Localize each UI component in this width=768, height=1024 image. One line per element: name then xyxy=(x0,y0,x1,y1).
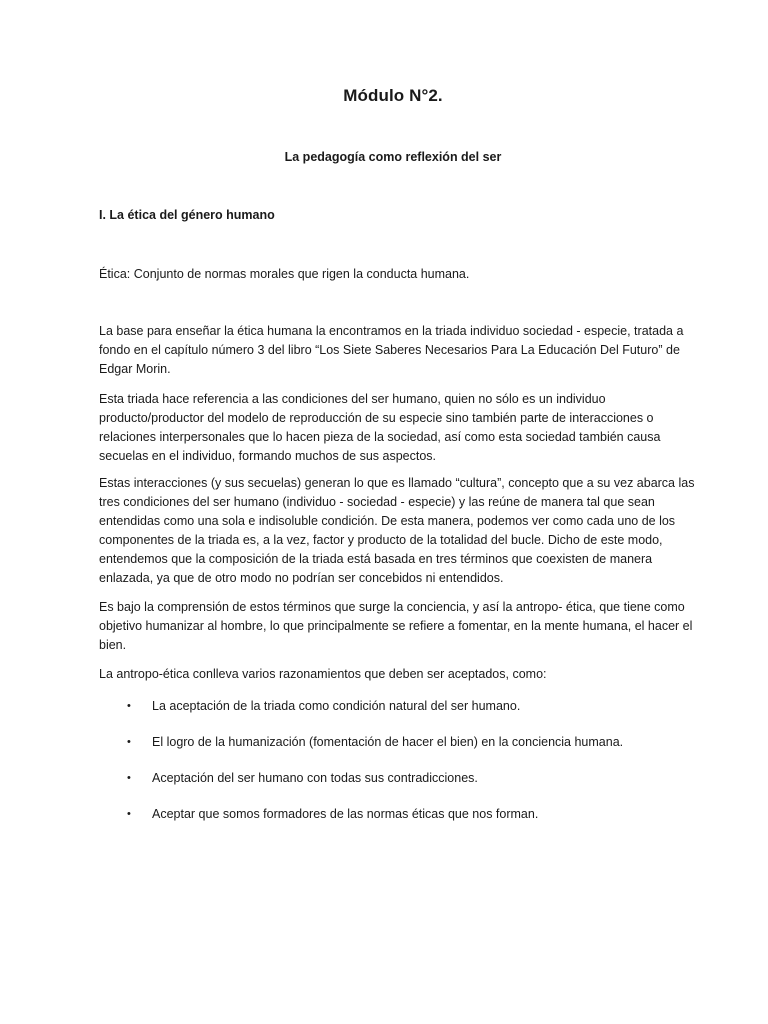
bullet-icon: • xyxy=(127,772,131,784)
definition-paragraph: Ética: Conjunto de normas morales que rigen la conducta humana. xyxy=(99,267,470,281)
bullet-icon: • xyxy=(127,736,131,748)
document-title: Módulo N°2. xyxy=(343,86,443,105)
bullet-list xyxy=(127,697,707,841)
list-item xyxy=(127,733,707,769)
list-item xyxy=(127,697,707,733)
bullet-icon: • xyxy=(127,700,131,712)
list-item-text: La aceptación de la triada como condición natural del ser humano. xyxy=(152,699,521,713)
paragraph-1: La base para enseñar la ética humana la encontramos en la triada individuo sociedad - especie, tratada a fondo en el capítulo número 3 del libro “Los Siete Saberes Necesarios Para La Educación Del Futuro” de Edgar Morin. xyxy=(99,324,684,376)
paragraph-5: La antropo-ética conlleva varios razonamientos que deben ser aceptados, como: xyxy=(99,667,547,681)
paragraph-2: Esta triada hace referencia a las condiciones del ser humano, quien no sólo es un individuo producto/productor del modelo de reproducción de su especie sino también parte de interacciones o relaciones interpersonales que lo hacen pieza de la sociedad, así como esta sociedad también causa secuelas en el individuo, formando muchos de sus aspectos. xyxy=(99,392,661,463)
section-heading: I. La ética del género humano xyxy=(99,208,275,222)
list-item xyxy=(127,805,707,841)
bullet-icon: • xyxy=(127,808,131,820)
list-item xyxy=(127,769,707,805)
list-item-text: El logro de la humanización (fomentación de hacer el bien) en la conciencia humana. xyxy=(152,735,624,749)
paragraph-3: Estas interacciones (y sus secuelas) generan lo que es llamado “cultura”, concepto que a su vez abarca las tres condiciones del ser humano (individuo - sociedad - especie) y las reúne de manera tal que sean entendidas como una sola e indisoluble condición. De esta manera, podemos ver como cada uno de los componentes de la triada es, a la vez, factor y producto de la totalidad del bucle. Dicho de este modo, entendemos que la composición de la triada está basada en tres términos que coexisten de manera enlazada, ya que de otro modo no podrían ser concebidos ni entendidos. xyxy=(99,476,695,585)
paragraph-4: Es bajo la comprensión de estos términos que surge la conciencia, y así la antropo- ética, que tiene como objetivo humanizar al hombre, lo que principalmente se refiere a fomentar, en la mente humana, el hacer el bien. xyxy=(99,600,693,652)
list-item-text: Aceptación del ser humano con todas sus contradicciones. xyxy=(152,771,478,785)
list-item-text: Aceptar que somos formadores de las normas éticas que nos forman. xyxy=(152,807,539,821)
document-subtitle: La pedagogía como reflexión del ser xyxy=(284,150,502,164)
